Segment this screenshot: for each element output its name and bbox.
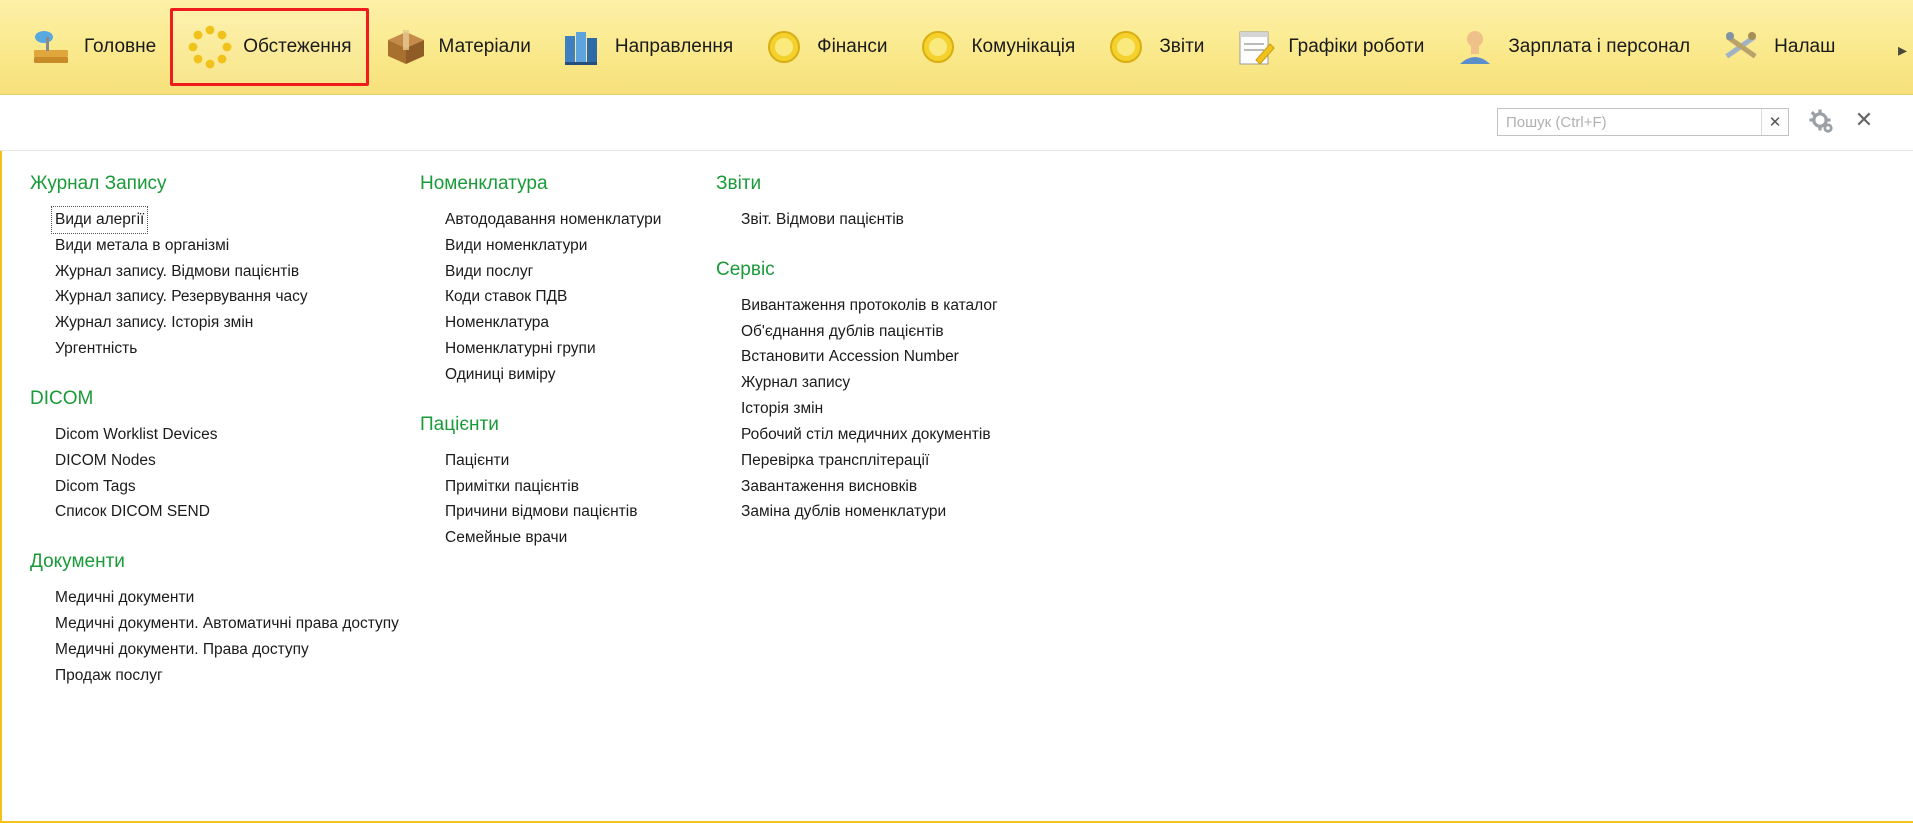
nav-link[interactable]: Історія змін xyxy=(741,400,824,418)
nav-column-3 xyxy=(716,173,1136,551)
group-title: DICOM xyxy=(30,387,94,409)
books-icon xyxy=(559,24,605,70)
nav-column-1 xyxy=(0,173,420,714)
nav-link[interactable]: Продаж послуг xyxy=(55,666,163,684)
nav-link[interactable]: Номенклатура xyxy=(445,314,550,332)
nav-link[interactable]: Причини відмови пацієнтів xyxy=(445,503,638,521)
coin-icon xyxy=(915,24,961,70)
nav-link[interactable]: Види алергії xyxy=(52,207,147,233)
ribbon-item-napravlennya[interactable] xyxy=(545,11,747,83)
ribbon-item-komunikatsiya[interactable] xyxy=(901,11,1089,83)
ribbon-item-label: Головне xyxy=(84,36,157,57)
ribbon-item-label: Зарплата і персонал xyxy=(1508,36,1691,57)
loading-ring-icon xyxy=(187,24,233,70)
nav-link[interactable]: Завантаження висновків xyxy=(741,477,918,495)
group-title: Звіти xyxy=(716,173,762,194)
nav-link[interactable]: Список DICOM SEND xyxy=(55,503,210,521)
nav-columns xyxy=(0,173,1913,714)
group-servis xyxy=(716,259,1136,525)
group-nomenklatura xyxy=(420,173,716,388)
coin-icon xyxy=(761,24,807,70)
nav-link[interactable]: DICOM Nodes xyxy=(55,451,156,469)
navigation-panel xyxy=(0,151,1913,823)
search-toolbar xyxy=(0,95,1913,151)
ribbon-item-zvity[interactable] xyxy=(1089,11,1218,83)
nav-link[interactable]: Журнал запису. Відмови пацієнтів xyxy=(55,262,300,280)
group-title: Журнал Запису xyxy=(30,173,167,194)
ribbon-item-nalashtuvannya[interactable] xyxy=(1704,11,1849,83)
ribbon-item-zarplata-i-personal[interactable] xyxy=(1438,11,1704,83)
person-icon xyxy=(1452,24,1498,70)
search-clear-button[interactable]: ✕ xyxy=(1761,109,1788,135)
podium-icon xyxy=(28,24,74,70)
group-title: Пацієнти xyxy=(420,413,499,435)
nav-link[interactable]: Dicom Tags xyxy=(55,477,136,495)
nav-link[interactable]: Робочий стіл медичних документів xyxy=(741,425,991,443)
box-icon xyxy=(383,24,429,70)
gear-settings-icon[interactable] xyxy=(1809,109,1835,135)
nav-link[interactable]: Встановити Accession Number xyxy=(741,348,959,366)
group-dokumenty xyxy=(30,551,420,688)
nav-link[interactable]: Ургентність xyxy=(55,340,138,358)
ribbon-item-label: Направлення xyxy=(614,36,734,57)
tools-icon xyxy=(1718,24,1764,70)
nav-link[interactable]: Семейные врачи xyxy=(445,529,568,547)
nav-link[interactable]: Звіт. Відмови пацієнтів xyxy=(741,211,904,228)
left-rule xyxy=(0,151,2,823)
ribbon-item-label: Матеріали xyxy=(438,36,531,57)
group-dicom xyxy=(30,388,420,525)
search-box[interactable] xyxy=(1497,108,1789,136)
group-title: Номенклатура xyxy=(420,173,548,194)
ribbon-item-label: Графіки роботи xyxy=(1288,36,1425,57)
nav-link[interactable]: Пацієнти xyxy=(445,451,510,469)
nav-link[interactable]: Перевірка трансплітерації xyxy=(741,451,930,469)
ribbon-item-obstezhennya[interactable] xyxy=(170,8,368,86)
ribbon-item-label: Фінанси xyxy=(817,36,888,57)
nav-link[interactable]: Медичні документи. Права доступу xyxy=(55,640,309,658)
ribbon-item-materialy[interactable] xyxy=(369,11,545,83)
nav-column-2 xyxy=(420,173,716,577)
group-title: Сервіс xyxy=(716,258,775,280)
main-ribbon xyxy=(0,0,1913,95)
ribbon-item-label: Налаш xyxy=(1774,36,1836,57)
nav-link[interactable]: Примітки пацієнтів xyxy=(445,477,579,495)
close-icon[interactable]: ✕ xyxy=(1854,107,1874,132)
group-zvity xyxy=(716,173,1136,233)
ribbon-overflow-arrow[interactable]: ▸ xyxy=(1897,40,1907,60)
nav-link[interactable]: Dicom Worklist Devices xyxy=(55,425,218,443)
nav-link[interactable]: Медичні документи xyxy=(55,589,195,607)
nav-link[interactable]: Журнал запису. Резервування часу xyxy=(55,288,308,306)
ribbon-item-golovne[interactable] xyxy=(14,11,170,83)
nav-link[interactable]: Види метала в організмі xyxy=(55,236,230,254)
group-zhurnal-zapysu xyxy=(30,173,420,362)
group-title: Документи xyxy=(30,551,125,573)
ribbon-item-label: Комунікація xyxy=(971,36,1076,57)
nav-link[interactable]: Автододавання номенклатури xyxy=(445,211,662,228)
group-patsiienty xyxy=(420,414,716,551)
nav-link[interactable]: Номенклатурні групи xyxy=(445,340,596,358)
ribbon-item-finansy[interactable] xyxy=(747,11,901,83)
nav-link[interactable]: Заміна дублів номенклатури xyxy=(741,503,947,521)
coin-icon xyxy=(1103,24,1149,70)
nav-link[interactable]: Коди ставок ПДВ xyxy=(445,288,568,306)
ribbon-item-label: Обстеження xyxy=(243,36,352,57)
notepad-pencil-icon xyxy=(1232,24,1278,70)
nav-link[interactable]: Види номенклатури xyxy=(445,236,588,254)
nav-link[interactable]: Журнал запису xyxy=(741,374,851,392)
nav-link[interactable]: Об'єднання дублів пацієнтів xyxy=(741,322,944,340)
ribbon-item-label: Звіти xyxy=(1159,36,1205,57)
ribbon-item-hrafiky-roboty[interactable] xyxy=(1218,11,1438,83)
nav-link[interactable]: Медичні документи. Автоматичні права доступу xyxy=(55,614,399,632)
nav-link[interactable]: Одиниці виміру xyxy=(445,365,556,383)
nav-link[interactable]: Вивантаження протоколів в каталог xyxy=(741,296,998,314)
nav-link[interactable]: Види послуг xyxy=(445,262,534,280)
nav-link[interactable]: Журнал запису. Історія змін xyxy=(55,314,254,332)
search-input[interactable] xyxy=(1498,114,1761,131)
